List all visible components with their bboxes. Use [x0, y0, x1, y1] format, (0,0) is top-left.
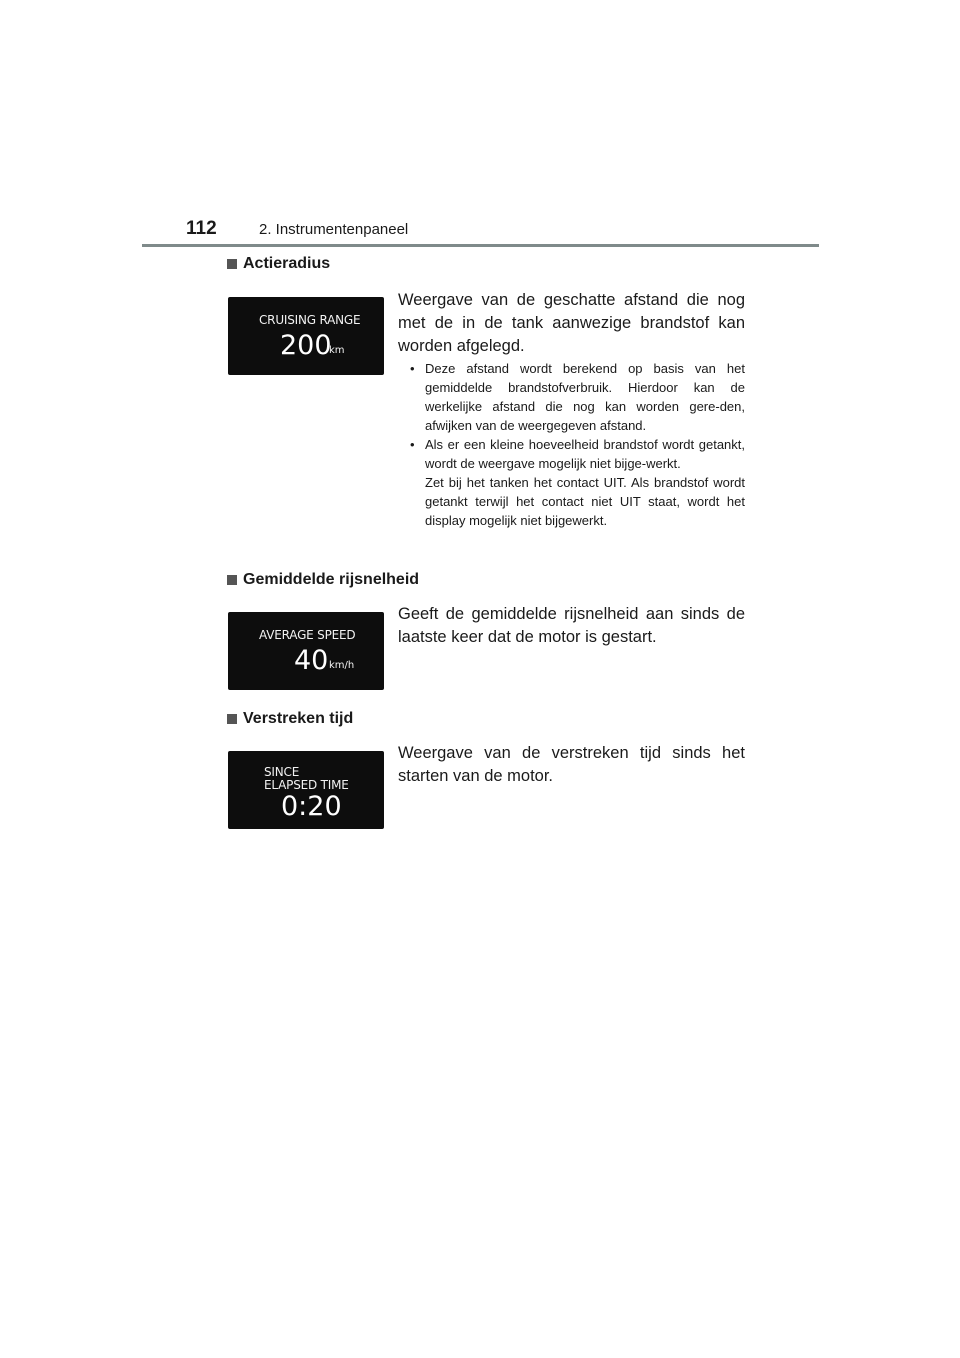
note-item: [408, 435, 745, 530]
note-continuation: Zet bij het tanken het contact UIT. Als brandstof wordt getankt terwijl het contact niet UIT staat, wordt het display mogelijk niet bijgewerkt.: [425, 475, 745, 528]
cruising-range-description: Weergave van de geschatte afstand die nog met de in de tank aanwezige brandstof kan worden afgelegd.: [398, 291, 745, 355]
cruising-range-notes: [408, 359, 745, 530]
note-bullet: •: [410, 361, 415, 376]
display-unit: km/h: [329, 660, 355, 671]
section-heading-cruising-range: [227, 255, 330, 273]
note-text: Als er een kleine hoeveelheid brandstof wordt getankt, wordt de weergave mogelijk niet bijge-werkt.: [425, 437, 745, 471]
note-item: [408, 359, 745, 435]
square-bullet-icon: [227, 259, 237, 269]
section-heading-label: Actieradius: [243, 255, 331, 272]
page-number: 112: [186, 218, 217, 239]
cruising-range-display: [228, 297, 384, 375]
display-unit: km: [329, 345, 345, 356]
display-value: 0:20: [281, 791, 342, 822]
section-heading-label: Gemiddelde rijsnelheid: [243, 571, 420, 588]
note-text: Deze afstand wordt berekend op basis van het gemiddelde brandstofverbruik. Hierdoor kan de werkelijke afstand die nog kan worden gere-den, afwijken van de weergegeven afstand.: [425, 361, 745, 433]
elapsed-time-description: Weergave van de verstreken tijd sinds het starten van de motor.: [398, 744, 745, 785]
display-label: ELAPSED TIME: [264, 778, 349, 792]
display-label: CRUISING RANGE: [259, 313, 361, 327]
display-label: SINCE: [264, 765, 300, 779]
chapter-title: 2. Instrumentenpaneel: [259, 221, 409, 238]
display-value: 200: [280, 330, 332, 361]
square-bullet-icon: [227, 575, 237, 585]
average-speed-description: Geeft de gemiddelde rijsnelheid aan sinds de laatste keer dat de motor is gestart.: [398, 605, 745, 646]
header-rule: [142, 244, 819, 247]
average-speed-display: [228, 612, 384, 690]
note-bullet: •: [410, 437, 415, 452]
section-heading-elapsed-time: [227, 710, 353, 728]
display-value: 40: [294, 645, 329, 676]
display-label: AVERAGE SPEED: [259, 628, 356, 642]
elapsed-time-display: [228, 751, 384, 829]
square-bullet-icon: [227, 714, 237, 724]
section-heading-average-speed: [227, 571, 419, 589]
section-heading-label: Verstreken tijd: [243, 710, 354, 727]
